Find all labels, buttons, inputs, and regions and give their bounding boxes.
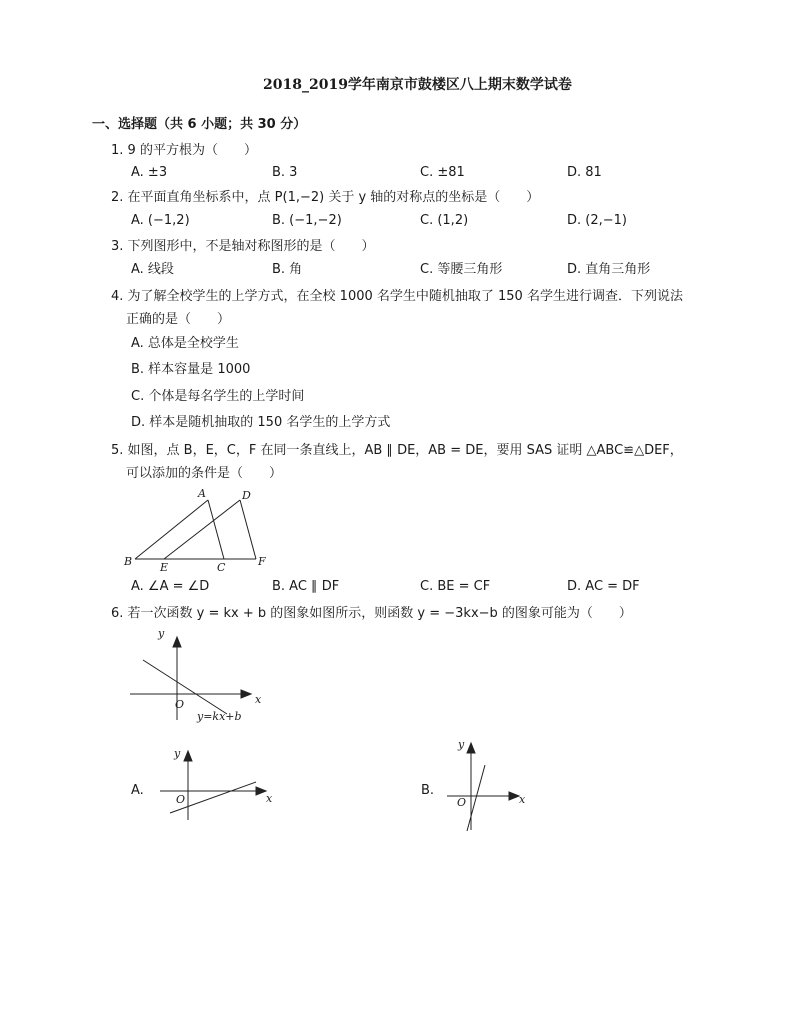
- question-1-stem: 1. 9 的平方根为（ ）: [111, 143, 257, 158]
- question-6-option-a-letter[interactable]: A.: [131, 783, 144, 798]
- line-kx-plus-b: [143, 660, 227, 714]
- question-2-option-d[interactable]: D. (2,−1): [567, 213, 627, 228]
- question-3-option-c[interactable]: C. 等腰三角形: [420, 262, 503, 277]
- question-2-option-c[interactable]: C. (1,2): [420, 213, 469, 228]
- question-1-option-c[interactable]: C. ±81: [420, 165, 465, 180]
- question-5-option-a[interactable]: A. ∠A = ∠D: [131, 579, 210, 594]
- y-axis-label: y: [158, 627, 165, 640]
- question-4-option-a[interactable]: A. 总体是全校学生: [131, 336, 239, 351]
- question-4-stem-line2: 正确的是（ ）: [126, 312, 231, 327]
- x-axis-label: x: [255, 693, 262, 706]
- question-3-option-b[interactable]: B. 角: [272, 262, 303, 277]
- origin-label: O: [176, 793, 186, 806]
- origin-label: O: [175, 698, 185, 711]
- option-a-graph[interactable]: [158, 745, 278, 825]
- question-2-option-a[interactable]: A. (−1,2): [131, 213, 190, 228]
- x-axis-arrow: [241, 690, 251, 698]
- page-title: 2018_2019学年南京市鼓楼区八上期末数学试卷: [263, 77, 572, 93]
- question-5-option-d[interactable]: D. AC = DF: [567, 579, 640, 594]
- main-function-graph: [125, 628, 270, 728]
- label-a: A: [198, 487, 206, 500]
- question-4-option-c[interactable]: C. 个体是每名学生的上学时间: [131, 389, 305, 404]
- label-b: B: [124, 555, 133, 568]
- y-axis-label: y: [174, 747, 181, 760]
- x-axis-label: x: [266, 792, 273, 805]
- segment-ac: [208, 500, 224, 559]
- y-axis-label: y: [458, 738, 465, 751]
- label-e: E: [160, 561, 169, 574]
- y-axis-arrow: [173, 637, 181, 647]
- question-3-stem: 3. 下列图形中，不是轴对称图形的是（ ）: [111, 239, 375, 254]
- label-d: D: [242, 489, 251, 502]
- question-4-option-d[interactable]: D. 样本是随机抽取的 150 名学生的上学方式: [131, 415, 391, 430]
- segment-ba: [135, 500, 208, 559]
- x-axis-label: x: [519, 793, 526, 806]
- label-c: C: [217, 561, 226, 574]
- section-header: 一、选择题（共 6 小题；共 30 分）: [92, 117, 307, 132]
- segment-ed: [164, 500, 240, 559]
- question-5-option-c[interactable]: C. BE = CF: [420, 579, 491, 594]
- question-1-option-b[interactable]: B. 3: [272, 165, 298, 180]
- question-2-stem: 2. 在平面直角坐标系中，点 P(1,−2) 关于 y 轴的对称点的坐标是（ ）: [111, 190, 540, 205]
- question-5-stem-line1: 5. 如图，点 B，E，C，F 在同一条直线上，AB ∥ DE，AB = DE，要用 SAS 证明 △ABC≌△DEF，: [111, 443, 683, 458]
- question-4-option-b[interactable]: B. 样本容量是 1000: [131, 362, 251, 377]
- question-4-stem-line1: 4. 为了解全校学生的上学方式，在全校 1000 名学生中随机抽取了 150 名学生进行调查．下列说法: [111, 289, 683, 304]
- question-2-option-b[interactable]: B. (−1,−2): [272, 213, 342, 228]
- y-axis-arrow: [467, 743, 475, 753]
- question-5-stem-line2: 可以添加的条件是（ ）: [126, 466, 283, 481]
- label-f: F: [258, 555, 266, 568]
- question-1-option-d[interactable]: D. 81: [567, 165, 602, 180]
- question-6-stem: 6. 若一次函数 y = kx + b 的图象如图所示，则函数 y = −3kx−b 的图象可能为（ ）: [111, 606, 632, 621]
- question-3-option-a[interactable]: A. 线段: [131, 262, 174, 277]
- y-axis-arrow: [184, 751, 192, 761]
- question-1-option-a[interactable]: A. ±3: [131, 165, 168, 180]
- x-axis-arrow: [509, 792, 519, 800]
- option-b-graph[interactable]: [445, 735, 535, 835]
- line-label: y=kx+b: [197, 710, 242, 723]
- origin-label: O: [457, 796, 467, 809]
- segment-df: [240, 500, 256, 559]
- triangle-figure: [120, 485, 280, 577]
- question-3-option-d[interactable]: D. 直角三角形: [567, 262, 651, 277]
- graph-line: [467, 765, 485, 831]
- question-5-option-b[interactable]: B. AC ∥ DF: [272, 579, 340, 594]
- question-6-option-b-letter[interactable]: B.: [421, 783, 435, 798]
- x-axis-arrow: [256, 787, 266, 795]
